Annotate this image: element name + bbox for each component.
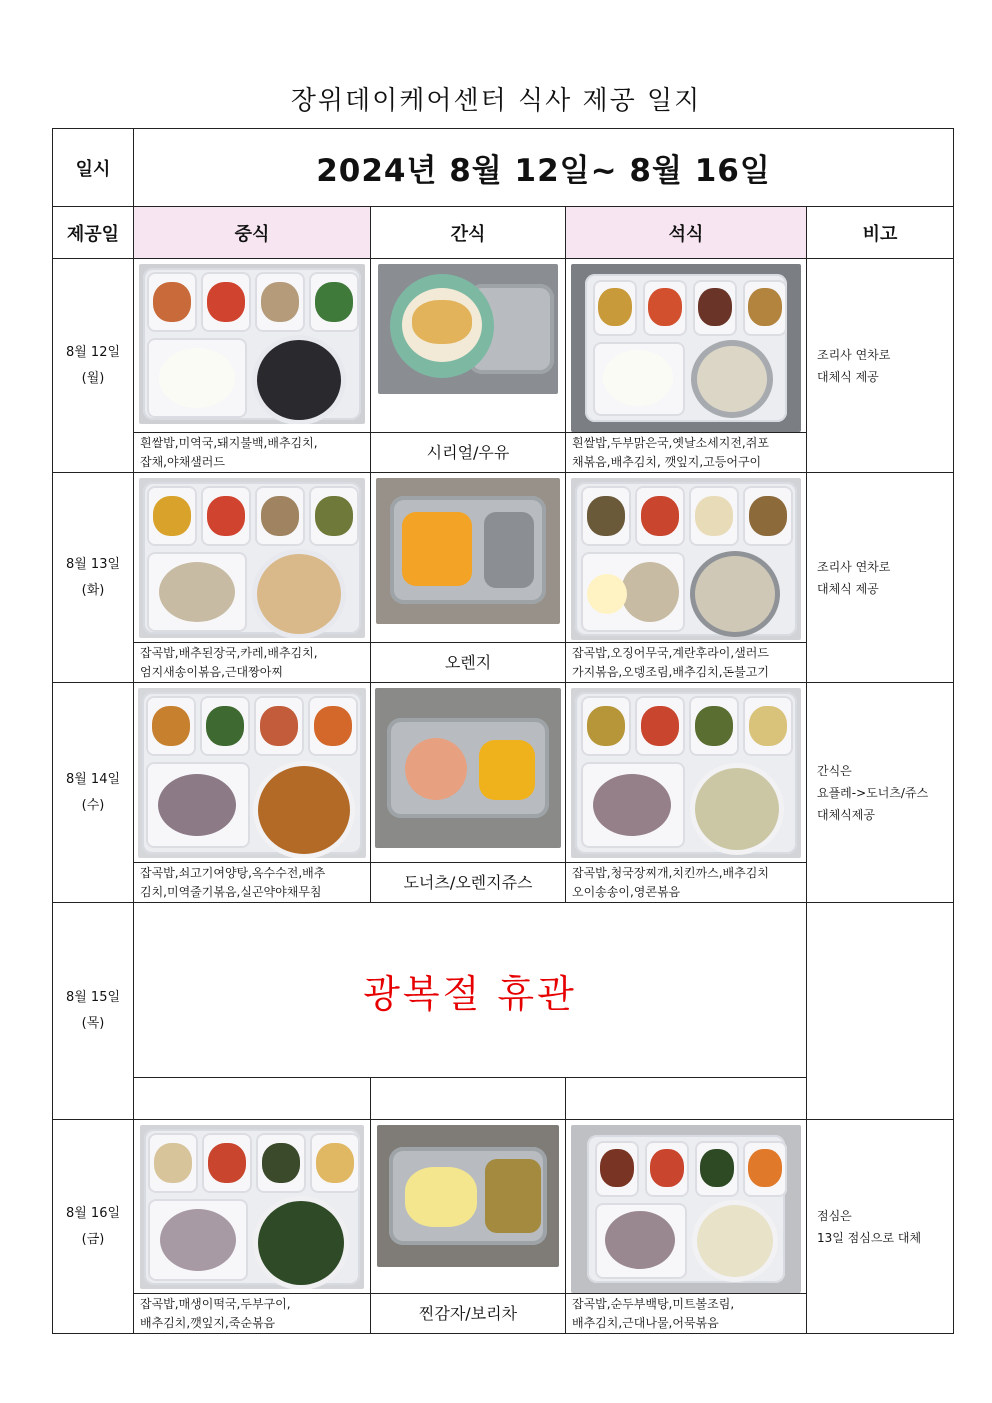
weekday-text: (목) — [81, 1016, 105, 1031]
note-line: 간식은 — [817, 763, 852, 778]
note-line: 대체식제공 — [817, 807, 875, 822]
note-line: 점심은 — [817, 1208, 852, 1223]
weekday-text: (월) — [81, 370, 105, 386]
lunch-caption — [134, 433, 371, 473]
dinner-caption — [566, 643, 807, 683]
date-cell — [53, 473, 134, 683]
cereal-bowl-photo — [378, 264, 558, 394]
col-head-lunch: 중식 — [134, 207, 371, 259]
date-text: 8월 16일 — [65, 1205, 121, 1221]
date-text: 8월 12일 — [65, 344, 121, 360]
caption-line: 가지볶음,오뎅조림,배추김치,돈불고기 — [572, 664, 769, 679]
caption-line: 잡채,야채샐러드 — [140, 454, 225, 469]
note-cell — [807, 259, 954, 473]
empty-cell — [371, 1078, 566, 1120]
caption-line: 잡곡밥,순두부백탕,미트볼조림, — [572, 1296, 735, 1311]
caption-line: 채볶음,배추김치, 깻잎지,고등어구이 — [572, 454, 762, 469]
page-title: 장위데이케어센터 식사 제공 일지 — [290, 86, 702, 116]
donut-juice-photo — [375, 688, 561, 848]
meal-tray-photo — [138, 688, 366, 858]
lunch-caption — [134, 643, 371, 683]
note-line: 대체식 제공 — [817, 369, 879, 384]
meal-tray-photo — [571, 478, 801, 640]
meal-tray-photo — [139, 264, 365, 424]
dinner-caption — [566, 1294, 807, 1334]
caption-line: 흰쌀밥,두부맑은국,옛날소세지전,쥐포 — [572, 435, 769, 450]
dinner-caption — [566, 863, 807, 903]
snack-photo-cell — [371, 259, 566, 433]
date-cell — [53, 259, 134, 473]
col-head-dinner: 석식 — [566, 207, 807, 259]
orange-slices-photo — [376, 478, 560, 624]
caption-line: 잡곡밥,오징어무국,계란후라이,샐러드 — [572, 645, 769, 660]
dinner-photo-cell — [566, 259, 807, 433]
caption-line: 배추김치,근대나물,어묵볶음 — [572, 1315, 719, 1330]
snack-photo-cell — [371, 683, 566, 863]
note-cell — [807, 683, 954, 903]
day-row-2-photos — [53, 683, 954, 863]
day-row-0-photos — [53, 259, 954, 433]
date-text: 8월 14일 — [65, 771, 121, 787]
column-header-row — [53, 207, 954, 259]
lunch-caption — [134, 863, 371, 903]
weekday-text: (화) — [81, 582, 105, 598]
caption-line: 엄지새송이볶음,근대짱아찌 — [140, 664, 283, 679]
lunch-photo-cell — [134, 1120, 371, 1294]
caption-line: 잡곡밥,쇠고기여양탕,옥수수전,배추 — [140, 865, 326, 880]
meal-tray-photo — [571, 1125, 801, 1293]
date-cell — [53, 683, 134, 903]
snack-photo-cell — [371, 473, 566, 643]
note-line: 요플레->도너츠/쥬스 — [817, 785, 929, 800]
period-row — [53, 129, 954, 207]
period-value: 2024년 8월 12일~ 8월 16일 — [134, 129, 954, 207]
note-cell — [807, 1120, 954, 1334]
snack-caption: 오렌지 — [371, 643, 566, 683]
col-head-snack: 간식 — [371, 207, 566, 259]
dinner-photo-cell — [566, 1120, 807, 1294]
day-row-3-holiday — [53, 903, 954, 1078]
caption-line: 잡곡밥,매생이떡국,두부구이, — [140, 1296, 291, 1311]
meal-log-table — [52, 128, 954, 1334]
note-line: 조리사 연차로 — [817, 559, 891, 574]
caption-line: 오이송송이,영콘볶음 — [572, 884, 681, 899]
note-cell — [807, 903, 954, 1120]
meal-tray-photo — [571, 688, 801, 858]
col-head-note: 비고 — [807, 207, 954, 259]
date-text: 8월 13일 — [65, 556, 121, 572]
potato-tea-photo — [377, 1125, 559, 1267]
snack-photo-cell — [371, 1120, 566, 1294]
snack-caption: 찐감자/보리차 — [371, 1294, 566, 1334]
note-line: 13일 점심으로 대체 — [817, 1230, 922, 1245]
meal-tray-photo — [139, 478, 365, 638]
snack-caption: 시리얼/우유 — [371, 433, 566, 473]
note-line: 대체식 제공 — [817, 581, 879, 596]
weekday-text: (수) — [81, 797, 105, 813]
holiday-notice: 광복절 휴관 — [134, 903, 807, 1078]
caption-line: 김치,미역줄기볶음,실곤약야채무침 — [140, 884, 322, 899]
note-line: 조리사 연차로 — [817, 347, 891, 362]
caption-line: 흰쌀밥,미역국,돼지불백,배추김치, — [140, 435, 318, 450]
caption-line: 잡곡밥,배추된장국,카레,배추김치, — [140, 645, 318, 660]
lunch-caption — [134, 1294, 371, 1334]
date-cell — [53, 903, 134, 1120]
period-label: 일시 — [53, 129, 134, 207]
date-cell — [53, 1120, 134, 1334]
lunch-photo-cell — [134, 259, 371, 433]
meal-tray-photo — [140, 1125, 364, 1289]
caption-line: 잡곡밥,청국장찌개,치킨까스,배추김치 — [572, 865, 769, 880]
snack-caption: 도너츠/오렌지쥬스 — [371, 863, 566, 903]
empty-cell — [566, 1078, 807, 1120]
dinner-caption — [566, 433, 807, 473]
weekday-text: (금) — [81, 1231, 105, 1247]
day-row-1-photos — [53, 473, 954, 643]
date-text: 8월 15일 — [65, 990, 121, 1005]
caption-line: 배추김치,깻잎지,죽순볶음 — [140, 1315, 276, 1330]
lunch-photo-cell — [134, 683, 371, 863]
col-head-date: 제공일 — [53, 207, 134, 259]
empty-cell — [134, 1078, 371, 1120]
meal-tray-photo — [571, 264, 801, 432]
dinner-photo-cell — [566, 473, 807, 643]
note-cell — [807, 473, 954, 683]
dinner-photo-cell — [566, 683, 807, 863]
lunch-photo-cell — [134, 473, 371, 643]
day-row-4-photos — [53, 1120, 954, 1294]
